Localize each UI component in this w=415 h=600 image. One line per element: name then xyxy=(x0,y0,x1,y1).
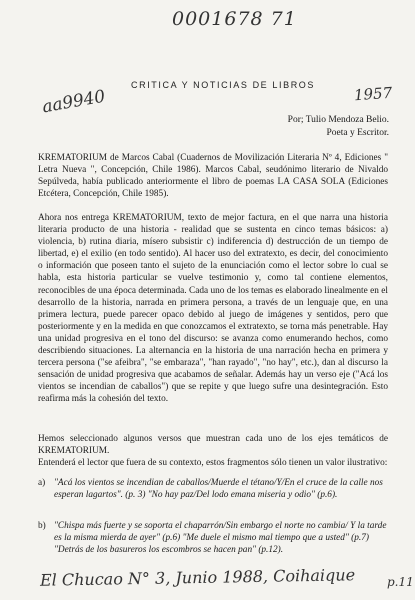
verse-text: "Acá los vientos se incendian de caballos/Muerde el tétano/Y/En el cruce de la calle nos esperan lagartos". (p. 3) "No hay paz/Del lodo emana miseria y odio" (p.6). xyxy=(54,478,383,501)
paragraph-text: Entenderá el lector que fuera de su contexto, estos fragmentos sólo tienen un valor ilustrativo: xyxy=(38,458,388,469)
handwritten-catalog-number: 0001678 71 xyxy=(172,8,297,30)
handwritten-reference-number: aa9940 xyxy=(40,86,107,118)
author-title: Poeta y Escritor. xyxy=(326,128,389,138)
section-heading: CRITICA Y NOTICIAS DE LIBROS xyxy=(131,80,316,90)
paragraph-text: KREMATORIUM de Marcos Cabal (Cuadernos de Movilización Literaria Nº 4, Ediciones " Letra Nueva ", Concepción, Chile 1986). Marcos Cabal, seudónimo literario de Nivaldo Sepúlveda, había publicado anteriormente el libro de poemas LA CASA SOLA (Ediciones Etcétera, Concepción, Chile 1985). xyxy=(38,153,388,200)
handwritten-page-note: p.11 xyxy=(387,575,414,589)
author-name: Por; Tulio Mendoza Belio. xyxy=(287,115,389,125)
verse-label: b) xyxy=(38,521,46,531)
verse-text: "Chispa más fuerte y se soporta el chaparrón/Sin embargo el norte no cambia/ Y la tarde es la misma mierda de ayer" (p.6) "Me duele el mismo mal tiempo que a usted" (p.7) "Detrás de los basureros los escombros se hacen pan" (p.12). xyxy=(54,521,387,556)
paragraph-selection xyxy=(38,433,388,469)
handwritten-source-note: El Chucao N° 3, Junio 1988, Coihaique xyxy=(39,565,356,590)
paragraph-analysis xyxy=(38,212,388,406)
author-byline xyxy=(288,114,389,140)
paragraph-text: Hemos seleccionado algunos versos que muestran cada uno de los ejes temáticos de KREMATORIUM. xyxy=(38,434,388,457)
handwritten-year: 1957 xyxy=(353,83,393,105)
paragraph-intro xyxy=(38,152,388,200)
verse-label: a) xyxy=(38,478,46,488)
verse-item-b xyxy=(38,520,388,556)
paragraph-text: Ahora nos entrega KREMATORIUM, texto de mejor factura, en el que narra una historia literaria producto de una historia - realidad que se sustenta en cinco temas básicos: a) violencia, b) rutina diaria, mísero subsistir c) indiferencia d) destrucción de un tiempo de libertad, e) el exilio (en todo sentido). Al hacer uso del extratexto, es decir, del conocimiento o información que poseen tanto el sujeto de la enunciación como el lector sobre lo cual se habla, esta historia particular se vuelve testimonio y, como tal contiene elementos, reconocibles de una época determinada. Cada uno de los temas es elaborado linealmente en el desarrollo de la historia, narrada en primera persona, a través de un lenguaje que, en una primera lectura, puede parecer opaco debido al juego de imágenes y sentidos, pero que posteriormente y en la medida en que conozcamos el extratexto, se torna más penetrable. Hay una unidad progresiva en el tono del discurso: se avanza como enumerando hechos, como describiendo situaciones. La alternancia en la historia de una narración hecha en primera y tercera persona ("se afeibra", "se embaraza", "han rayado", "no hay", etc.), dan al discurso la sensación de unidad progresiva que acabamos de señalar. Además hay un verso eje ("Acá los vientos se incendian de caballos") que se repite y que luego sufre una desintegración. Esto reafirma más la cohesión del texto. xyxy=(38,213,388,405)
verse-item-a xyxy=(38,477,388,501)
